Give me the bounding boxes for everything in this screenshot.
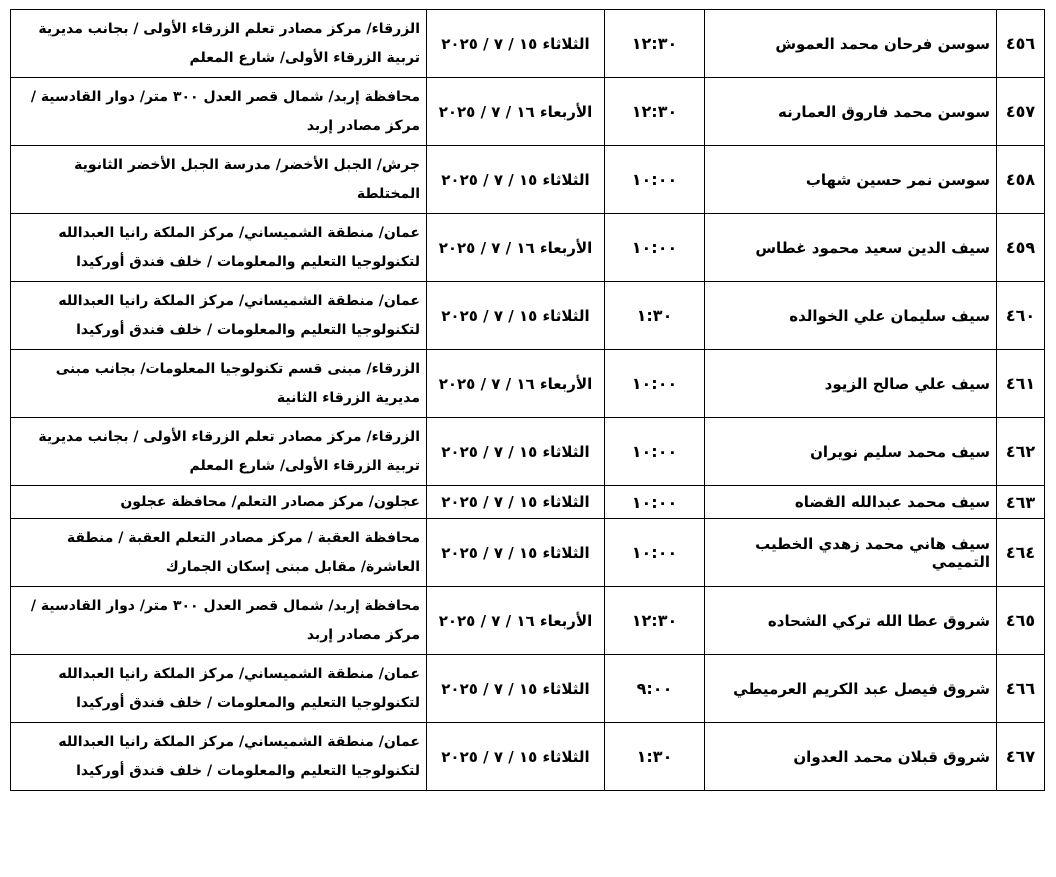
exam-time: ٩:٠٠ (605, 655, 705, 723)
row-number: ٤٦٠ (997, 282, 1045, 350)
person-name: شروق فيصل عبد الكريم العرميطي (705, 655, 997, 723)
exam-location: الزرقاء/ مبنى قسم تكنولوجيا المعلومات/ بجانب مبنى مديرية الزرقاء الثانية (11, 350, 427, 418)
exam-date: الثلاثاء ١٥ / ٧ / ٢٠٢٥ (427, 418, 605, 486)
person-name: سيف علي صالح الزيود (705, 350, 997, 418)
exam-date: الأربعاء ١٦ / ٧ / ٢٠٢٥ (427, 78, 605, 146)
row-number: ٤٦٤ (997, 519, 1045, 587)
exam-date: الثلاثاء ١٥ / ٧ / ٢٠٢٥ (427, 655, 605, 723)
table-row (11, 10, 1045, 78)
row-number: ٤٦٦ (997, 655, 1045, 723)
exam-time: ١:٣٠ (605, 282, 705, 350)
person-name: سيف الدين سعيد محمود غطاس (705, 214, 997, 282)
exam-date: الثلاثاء ١٥ / ٧ / ٢٠٢٥ (427, 282, 605, 350)
person-name: سيف محمد سليم نويران (705, 418, 997, 486)
exam-time: ١٢:٣٠ (605, 10, 705, 78)
exam-time: ١٠:٠٠ (605, 146, 705, 214)
exam-date: الأربعاء ١٦ / ٧ / ٢٠٢٥ (427, 214, 605, 282)
exam-date: الثلاثاء ١٥ / ٧ / ٢٠٢٥ (427, 723, 605, 791)
exam-time: ١٠:٠٠ (605, 350, 705, 418)
person-name: سوسن محمد فاروق العمارنه (705, 78, 997, 146)
row-number: ٤٥٦ (997, 10, 1045, 78)
exam-date: الأربعاء ١٦ / ٧ / ٢٠٢٥ (427, 587, 605, 655)
person-name: شروق عطا الله تركي الشحاده (705, 587, 997, 655)
exam-location: عمان/ منطقة الشميساني/ مركز الملكة رانيا العبدالله لتكنولوجيا التعليم والمعلومات / خلف فندق أوركيدا (11, 655, 427, 723)
person-name: سوسن فرحان محمد العموش (705, 10, 997, 78)
exam-time: ١٢:٣٠ (605, 78, 705, 146)
exam-location: عمان/ منطقة الشميساني/ مركز الملكة رانيا العبدالله لتكنولوجيا التعليم والمعلومات / خلف فندق أوركيدا (11, 282, 427, 350)
table-row (11, 282, 1045, 350)
table-row (11, 486, 1045, 519)
row-number: ٤٥٧ (997, 78, 1045, 146)
table-row (11, 723, 1045, 791)
exam-location: الزرقاء/ مركز مصادر تعلم الزرقاء الأولى / بجانب مديرية تربية الزرقاء الأولى/ شارع المعلم (11, 418, 427, 486)
person-name: سيف هاني محمد زهدي الخطيب التميمي (705, 519, 997, 587)
table-row (11, 146, 1045, 214)
exam-location: محافظة العقبة / مركز مصادر التعلم العقبة / منطقة العاشرة/ مقابل مبنى إسكان الجمارك (11, 519, 427, 587)
person-name: سيف سليمان علي الخوالده (705, 282, 997, 350)
table-row (11, 519, 1045, 587)
exam-location: عمان/ منطقة الشميساني/ مركز الملكة رانيا العبدالله لتكنولوجيا التعليم والمعلومات / خلف فندق أوركيدا (11, 723, 427, 791)
row-number: ٤٦٢ (997, 418, 1045, 486)
exam-location: الزرقاء/ مركز مصادر تعلم الزرقاء الأولى / بجانب مديرية تربية الزرقاء الأولى/ شارع المعلم (11, 10, 427, 78)
exam-date: الثلاثاء ١٥ / ٧ / ٢٠٢٥ (427, 486, 605, 519)
row-number: ٤٦٣ (997, 486, 1045, 519)
table-row (11, 655, 1045, 723)
exam-date: الثلاثاء ١٥ / ٧ / ٢٠٢٥ (427, 10, 605, 78)
exam-date: الثلاثاء ١٥ / ٧ / ٢٠٢٥ (427, 146, 605, 214)
table-row (11, 350, 1045, 418)
exam-time: ١٠:٠٠ (605, 519, 705, 587)
table-row (11, 78, 1045, 146)
row-number: ٤٦١ (997, 350, 1045, 418)
table-row (11, 587, 1045, 655)
exam-location: عمان/ منطقة الشميساني/ مركز الملكة رانيا العبدالله لتكنولوجيا التعليم والمعلومات / خلف فندق أوركيدا (11, 214, 427, 282)
table-row (11, 418, 1045, 486)
schedule-table (10, 9, 1045, 791)
person-name: سيف محمد عبدالله القضاه (705, 486, 997, 519)
exam-location: جرش/ الجبل الأخضر/ مدرسة الجبل الأخضر الثانوية المختلطة (11, 146, 427, 214)
row-number: ٤٥٩ (997, 214, 1045, 282)
exam-location: محافظة إربد/ شمال قصر العدل ٣٠٠ متر/ دوار القادسية / مركز مصادر إربد (11, 587, 427, 655)
schedule-body (11, 10, 1045, 791)
exam-location: محافظة إربد/ شمال قصر العدل ٣٠٠ متر/ دوار القادسية / مركز مصادر إربد (11, 78, 427, 146)
exam-time: ١٠:٠٠ (605, 418, 705, 486)
table-row (11, 214, 1045, 282)
exam-time: ١٠:٠٠ (605, 214, 705, 282)
exam-time: ١٠:٠٠ (605, 486, 705, 519)
exam-date: الثلاثاء ١٥ / ٧ / ٢٠٢٥ (427, 519, 605, 587)
person-name: شروق قبلان محمد العدوان (705, 723, 997, 791)
exam-date: الأربعاء ١٦ / ٧ / ٢٠٢٥ (427, 350, 605, 418)
exam-location: عجلون/ مركز مصادر التعلم/ محافظة عجلون (11, 486, 427, 519)
exam-time: ١٢:٣٠ (605, 587, 705, 655)
row-number: ٤٥٨ (997, 146, 1045, 214)
person-name: سوسن نمر حسين شهاب (705, 146, 997, 214)
row-number: ٤٦٧ (997, 723, 1045, 791)
exam-time: ١:٣٠ (605, 723, 705, 791)
row-number: ٤٦٥ (997, 587, 1045, 655)
